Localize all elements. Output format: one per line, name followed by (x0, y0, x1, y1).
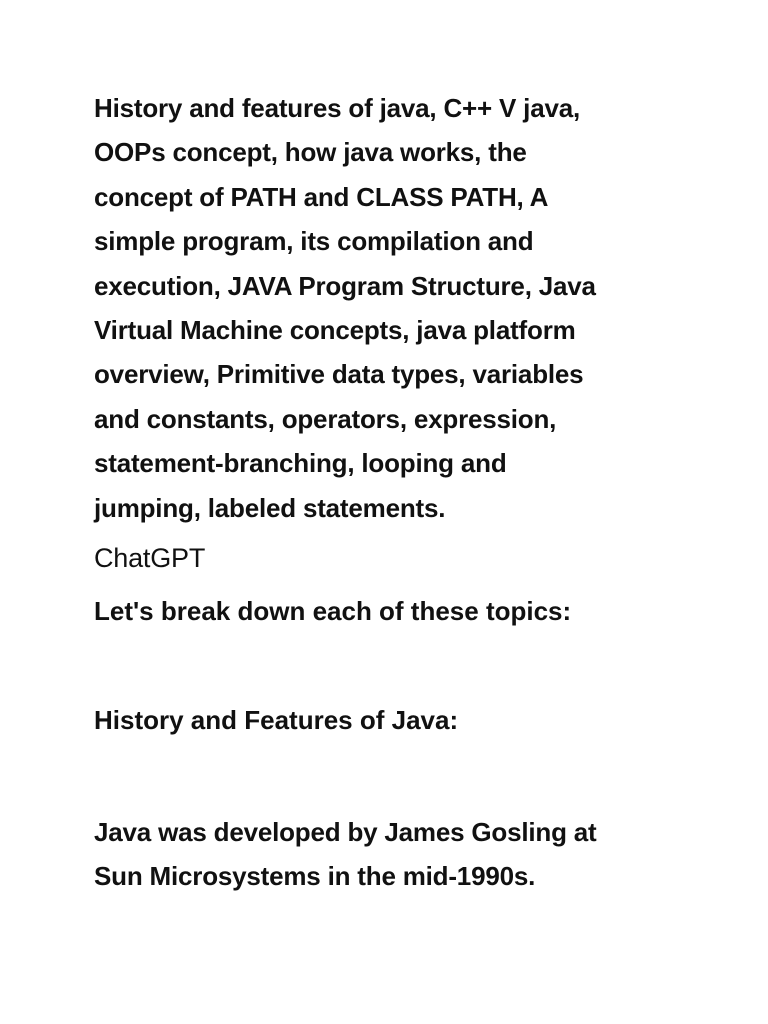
document-page (94, 86, 694, 899)
speaker-label: ChatGPT (94, 543, 206, 574)
prompt-line: OOPs concept, how java works, the (94, 137, 527, 168)
prompt-line: History and features of java, C++ V java, (94, 93, 581, 123)
prompt-line: overview, Primitive data types, variables (94, 359, 584, 390)
user-prompt (94, 86, 694, 530)
prompt-line: concept of PATH and CLASS PATH, A (94, 181, 549, 212)
prompt-line: simple program, its compilation and (94, 226, 534, 257)
prompt-line: and constants, operators, expression, (94, 403, 557, 434)
prompt-line: Virtual Machine concepts, java platform (94, 315, 576, 346)
prompt-line: statement-branching, looping and (94, 448, 507, 479)
body-line: Java was developed by James Gosling at (94, 817, 597, 848)
section-heading: History and Features of Java: (94, 705, 459, 736)
response-intro: Let's break down each of these topics: (94, 596, 572, 627)
prompt-line: jumping, labeled statements. (94, 492, 446, 523)
prompt-line: execution, JAVA Program Structure, Java (94, 270, 596, 301)
body-line: Sun Microsystems in the mid-1990s. (94, 861, 536, 892)
response-body (94, 810, 694, 899)
